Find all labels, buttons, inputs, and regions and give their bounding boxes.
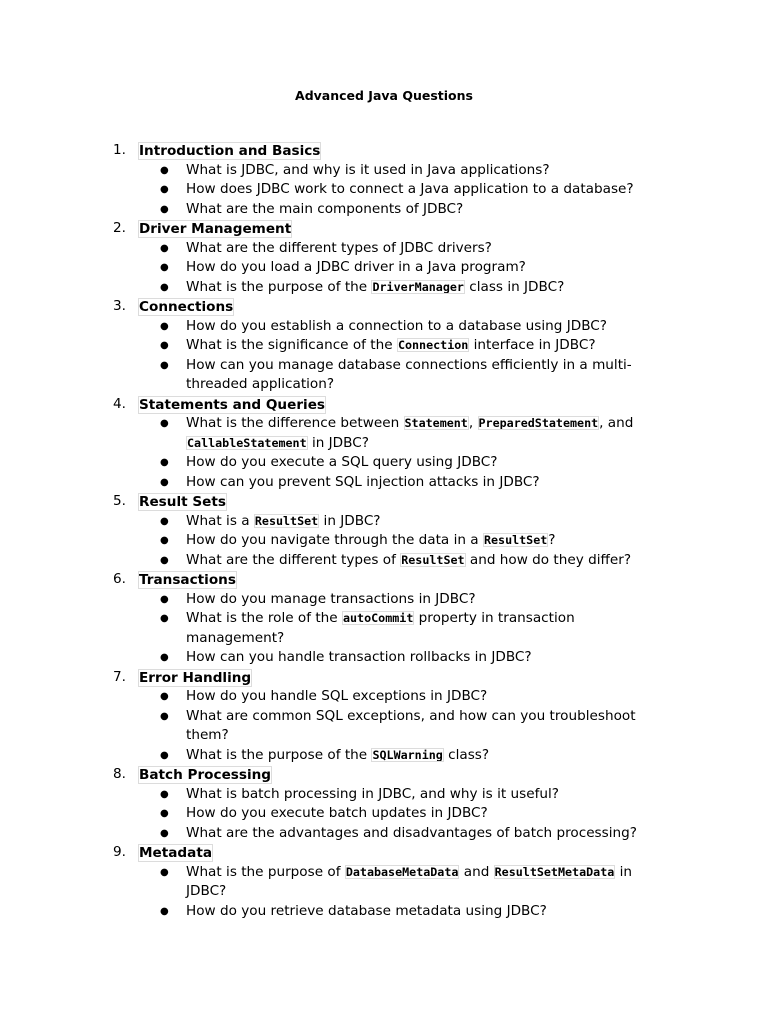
section-heading bbox=[0, 668, 768, 688]
question-text: How do you establish a connection to a database using JDBC? bbox=[186, 317, 607, 334]
question-item bbox=[0, 863, 668, 902]
section-heading bbox=[0, 570, 768, 590]
question-text: in JDBC? bbox=[307, 434, 369, 451]
section-heading bbox=[0, 492, 768, 512]
inline-code: ResultSetMetaData bbox=[494, 864, 615, 879]
question-item bbox=[0, 258, 668, 278]
section-number: 2. bbox=[113, 220, 126, 236]
section-heading bbox=[0, 141, 768, 161]
bullet-icon: ● bbox=[160, 184, 169, 195]
question-text: What are the advantages and disadvantages of batch processing? bbox=[186, 824, 637, 841]
question-text: How do you execute a SQL query using JDBC? bbox=[186, 454, 498, 470]
section-heading bbox=[0, 219, 768, 239]
bullet-icon: ● bbox=[160, 262, 169, 273]
question-text: ? bbox=[548, 532, 556, 548]
bullet-icon: ● bbox=[160, 418, 169, 429]
question-text: What is batch processing in JDBC, and why is it useful? bbox=[186, 785, 559, 802]
question-text: How do you handle SQL exceptions in JDBC? bbox=[186, 688, 488, 704]
question-item bbox=[0, 590, 668, 610]
section-heading bbox=[0, 765, 768, 785]
inline-code: PreparedStatement bbox=[478, 416, 599, 430]
inline-code: SQLWarning bbox=[372, 747, 443, 762]
bullet-icon: ● bbox=[160, 866, 169, 878]
question-text: What is the purpose of the bbox=[186, 746, 372, 763]
bullet-icon: ● bbox=[160, 788, 169, 800]
bullet-icon: ● bbox=[160, 281, 169, 293]
section-number: 7. bbox=[113, 668, 126, 685]
question-text: , bbox=[468, 415, 478, 431]
bullet-icon: ● bbox=[160, 203, 169, 215]
bullet-icon: ● bbox=[160, 457, 169, 468]
question-list bbox=[0, 512, 768, 571]
question-list bbox=[0, 239, 768, 298]
question-list bbox=[0, 317, 768, 395]
question-item bbox=[0, 746, 668, 766]
question-text: What is the significance of the bbox=[186, 337, 397, 353]
question-text: How does JDBC work to connect a Java application to a database? bbox=[186, 181, 634, 197]
question-list bbox=[0, 161, 768, 220]
bullet-icon: ● bbox=[160, 242, 169, 254]
question-text: How can you manage database connections efficiently in a multi-threaded application? bbox=[186, 356, 632, 392]
question-item bbox=[0, 473, 668, 493]
question-item bbox=[0, 902, 668, 922]
section-list bbox=[0, 141, 768, 921]
section-number: 3. bbox=[113, 298, 126, 314]
question-item bbox=[0, 551, 668, 571]
question-list bbox=[0, 785, 768, 844]
bullet-icon: ● bbox=[160, 613, 169, 624]
section-item bbox=[0, 765, 768, 843]
section-item bbox=[0, 843, 768, 921]
question-text: and bbox=[459, 863, 494, 880]
question-item bbox=[0, 531, 668, 551]
question-text: What is a bbox=[186, 512, 254, 529]
question-text: How do you execute batch updates in JDBC? bbox=[186, 805, 488, 821]
question-text: What are the different types of bbox=[186, 551, 401, 568]
bullet-icon: ● bbox=[160, 320, 169, 332]
bullet-icon: ● bbox=[160, 593, 169, 605]
section-item bbox=[0, 297, 768, 395]
bullet-icon: ● bbox=[160, 340, 169, 351]
question-item bbox=[0, 336, 668, 356]
section-title: Driver Management bbox=[139, 221, 292, 237]
question-text: What is the difference between bbox=[186, 415, 404, 431]
question-text: How can you prevent SQL injection attacks in JDBC? bbox=[186, 473, 540, 490]
question-item bbox=[0, 317, 668, 337]
bullet-icon: ● bbox=[160, 905, 169, 917]
section-heading bbox=[0, 297, 768, 317]
inline-code: DatabaseMetaData bbox=[345, 864, 459, 879]
section-item bbox=[0, 492, 768, 570]
document-title: Advanced Java Questions bbox=[295, 88, 473, 103]
section-title: Metadata bbox=[139, 845, 212, 861]
question-text: What are common SQL exceptions, and how can you troubleshoot them? bbox=[186, 707, 636, 743]
question-text: How do you navigate through the data in a bbox=[186, 532, 483, 548]
question-text: How do you load a JDBC driver in a Java program? bbox=[186, 259, 526, 275]
question-text: What is JDBC, and why is it used in Java applications? bbox=[186, 161, 550, 178]
question-item bbox=[0, 785, 668, 805]
bullet-icon: ● bbox=[160, 749, 169, 761]
question-item bbox=[0, 804, 668, 824]
section-title: Statements and Queries bbox=[139, 396, 326, 413]
question-list bbox=[0, 414, 768, 492]
question-text: in JDBC? bbox=[319, 512, 381, 529]
inline-code: ResultSet bbox=[483, 533, 548, 547]
question-text: property in transaction management? bbox=[186, 610, 575, 646]
question-item bbox=[0, 609, 668, 648]
bullet-icon: ● bbox=[160, 827, 169, 839]
question-text: in JDBC? bbox=[186, 863, 632, 899]
section-title: Transactions bbox=[139, 572, 236, 588]
question-list bbox=[0, 590, 768, 668]
question-item bbox=[0, 200, 668, 220]
bullet-icon: ● bbox=[160, 691, 169, 702]
question-item bbox=[0, 161, 668, 181]
question-item bbox=[0, 707, 668, 746]
inline-code: CallableStatement bbox=[187, 435, 307, 450]
question-item bbox=[0, 648, 668, 668]
question-text: What is the role of the bbox=[186, 610, 342, 626]
question-item bbox=[0, 414, 668, 453]
section-heading bbox=[0, 843, 768, 863]
section-number: 5. bbox=[113, 493, 126, 509]
question-text: What is the purpose of bbox=[186, 863, 345, 880]
section-number: 4. bbox=[113, 395, 126, 412]
question-item bbox=[0, 278, 668, 298]
bullet-icon: ● bbox=[160, 359, 169, 371]
section-number: 6. bbox=[113, 571, 126, 587]
inline-code: Connection bbox=[397, 338, 469, 352]
question-text: What are the main components of JDBC? bbox=[186, 200, 464, 217]
bullet-icon: ● bbox=[160, 554, 169, 566]
section-number: 9. bbox=[113, 844, 126, 860]
inline-code: autoCommit bbox=[342, 611, 414, 625]
inline-code: DriverManager bbox=[372, 279, 464, 294]
question-text: How do you retrieve database metadata using JDBC? bbox=[186, 902, 547, 919]
bullet-icon: ● bbox=[160, 535, 169, 546]
section-heading bbox=[0, 395, 768, 415]
section-item bbox=[0, 668, 768, 766]
section-item bbox=[0, 219, 768, 297]
question-item bbox=[0, 687, 668, 707]
section-title: Error Handling bbox=[139, 669, 252, 686]
question-text: class? bbox=[443, 746, 490, 763]
question-item bbox=[0, 453, 668, 473]
bullet-icon: ● bbox=[160, 164, 169, 176]
section-item bbox=[0, 141, 768, 219]
section-title: Result Sets bbox=[139, 494, 226, 510]
question-text: interface in JDBC? bbox=[469, 337, 596, 353]
question-text: What are the different types of JDBC drivers? bbox=[186, 239, 492, 256]
question-text: , and bbox=[599, 415, 634, 431]
question-list bbox=[0, 687, 768, 765]
question-list bbox=[0, 863, 768, 922]
bullet-icon: ● bbox=[160, 515, 169, 527]
section-number: 1. bbox=[113, 142, 126, 158]
bullet-icon: ● bbox=[160, 710, 169, 722]
bullet-icon: ● bbox=[160, 652, 169, 663]
section-item bbox=[0, 395, 768, 493]
section-title: Batch Processing bbox=[139, 767, 272, 783]
question-item bbox=[0, 824, 668, 844]
section-title: Connections bbox=[139, 299, 234, 315]
section-number: 8. bbox=[113, 766, 126, 782]
inline-code: ResultSet bbox=[401, 552, 465, 567]
question-text: How can you handle transaction rollbacks in JDBC? bbox=[186, 649, 532, 665]
question-text: class in JDBC? bbox=[464, 278, 565, 295]
question-text: and how do they differ? bbox=[465, 551, 632, 568]
inline-code: Statement bbox=[404, 416, 468, 430]
section-item bbox=[0, 570, 768, 668]
bullet-icon: ● bbox=[160, 476, 169, 488]
inline-code: ResultSet bbox=[254, 513, 319, 528]
bullet-icon: ● bbox=[160, 808, 169, 819]
question-item bbox=[0, 239, 668, 259]
section-title: Introduction and Basics bbox=[139, 143, 321, 159]
question-text: What is the purpose of the bbox=[186, 278, 372, 295]
question-item bbox=[0, 180, 668, 200]
question-text: How do you manage transactions in JDBC? bbox=[186, 590, 476, 607]
question-item bbox=[0, 512, 668, 532]
question-item bbox=[0, 356, 668, 395]
